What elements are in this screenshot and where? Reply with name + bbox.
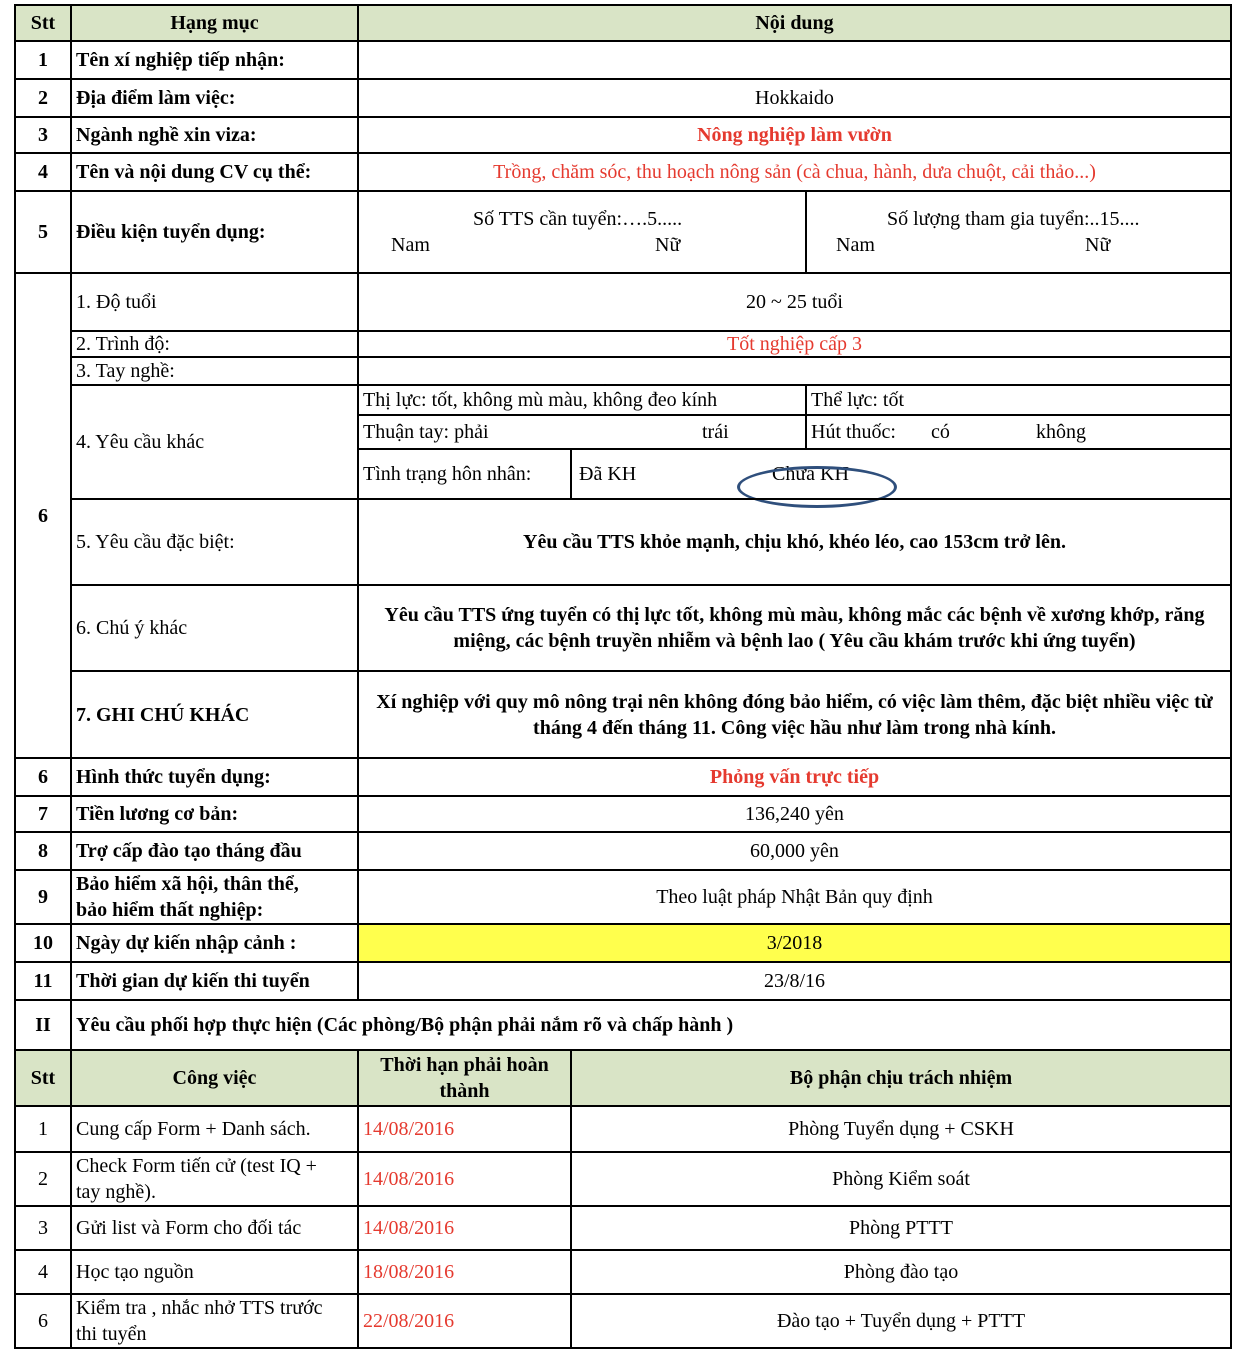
task-deadline: 18/08/2016 — [357, 1249, 572, 1295]
row6-value: Phỏng vấn trực tiếp — [357, 757, 1232, 797]
recruit-count-female: Nữ — [655, 234, 681, 256]
row7-stt: 7 — [14, 795, 72, 833]
header-stt: Stt — [14, 4, 72, 42]
education-label: 2. Trình độ: — [70, 330, 359, 358]
tasks-header-stt: Stt — [14, 1049, 72, 1107]
row8-value: 60,000 yên — [357, 831, 1232, 871]
notes-value: Yêu cầu TTS ứng tuyển có thị lực tốt, không mù màu, không mắc các bệnh về xương khớp, răng miệng, các bệnh truyền nhiễm và bệnh lao ( Yêu cầu khám trước khi ứng tuyển) — [357, 584, 1232, 672]
task-stt: 4 — [14, 1249, 72, 1295]
fitness-cell: Thể lực: tốt — [805, 384, 1232, 416]
task-deadline: 22/08/2016 — [357, 1293, 572, 1349]
row11-label: Thời gian dự kiến thi tuyển — [70, 961, 359, 1001]
recruit-count-text: Số TTS cần tuyển:….5..... — [473, 208, 683, 230]
task-stt: 6 — [14, 1293, 72, 1349]
tasks-header-deadline: Thời hạn phải hoàn thành — [357, 1049, 572, 1107]
row3-label: Ngành nghề xin viza: — [70, 116, 359, 154]
left-hand-option: trái — [702, 421, 729, 443]
age-value: 20 ~ 25 tuổi — [357, 272, 1232, 332]
task-stt: 2 — [14, 1151, 72, 1207]
task-deadline: 14/08/2016 — [357, 1105, 572, 1153]
row9-value: Theo luật pháp Nhật Bản quy định — [357, 869, 1232, 925]
recruit-count-cell — [357, 190, 807, 274]
marital-label: Tình trạng hôn nhân: — [357, 448, 572, 500]
section6-stt: 6 — [14, 272, 72, 759]
participant-count-cell — [805, 190, 1232, 274]
recruit-count-male: Nam — [391, 234, 430, 256]
notes-label: 6. Chú ý khác — [70, 584, 359, 672]
row4-label: Tên và nội dung CV cụ thể: — [70, 152, 359, 192]
tasks-header-task: Công việc — [70, 1049, 359, 1107]
vision-cell: Thị lực: tốt, không mù màu, không đeo kính — [357, 384, 807, 416]
row10-label: Ngày dự kiến nhập cảnh : — [70, 923, 359, 963]
other-notes-value: Xí nghiệp với quy mô nông trại nên không đóng bảo hiểm, có việc làm thêm, đặc biệt nhiều việc từ tháng 4 đến tháng 11. Công việc hầu như làm trong nhà kính. — [357, 670, 1232, 759]
row7-label: Tiền lương cơ bản: — [70, 795, 359, 833]
handedness-text: Thuận tay: phải — [363, 421, 489, 443]
education-value: Tốt nghiệp cấp 3 — [357, 330, 1232, 358]
smoking-no: không — [1036, 421, 1086, 443]
row9-label: Bảo hiểm xã hội, thân thể, bảo hiểm thất nghiệp: — [70, 869, 359, 925]
participant-count-text: Số lượng tham gia tuyển:..15.... — [887, 208, 1140, 230]
task-name: Cung cấp Form + Danh sách. — [70, 1105, 359, 1153]
row10-value: 3/2018 — [357, 923, 1232, 963]
other-requirements-label: 4. Yêu cầu khác — [70, 384, 359, 500]
section2-stt: II — [14, 999, 72, 1051]
smoking-cell — [805, 414, 1232, 450]
skill-label: 3. Tay nghề: — [70, 356, 359, 386]
participant-count-male: Nam — [836, 234, 875, 256]
row11-value: 23/8/16 — [357, 961, 1232, 1001]
tasks-header-dept: Bộ phận chịu trách nhiệm — [570, 1049, 1232, 1107]
row7-value: 136,240 yên — [357, 795, 1232, 833]
row1-value — [357, 40, 1232, 80]
participant-count-female: Nữ — [1085, 234, 1111, 256]
task-deadline: 14/08/2016 — [357, 1151, 572, 1207]
task-name: Học tạo nguồn — [70, 1249, 359, 1295]
row8-stt: 8 — [14, 831, 72, 871]
task-dept: Phòng đào tạo — [570, 1249, 1232, 1295]
row6-label: Hình thức tuyển dụng: — [70, 757, 359, 797]
row1-label: Tên xí nghiệp tiếp nhận: — [70, 40, 359, 80]
row11-stt: 11 — [14, 961, 72, 1001]
task-name: Gửi list và Form cho đối tác — [70, 1205, 359, 1251]
task-deadline: 14/08/2016 — [357, 1205, 572, 1251]
header-category: Hạng mục — [70, 4, 359, 42]
row3-stt: 3 — [14, 116, 72, 154]
smoking-text: Hút thuốc: — [811, 421, 896, 443]
section2-title: Yêu cầu phối hợp thực hiện (Các phòng/Bộ phận phải nắm rõ và chấp hành ) — [70, 999, 1232, 1051]
row4-value: Trồng, chăm sóc, thu hoạch nông sản (cà chua, hành, dưa chuột, cải thảo...) — [357, 152, 1232, 192]
row5-stt: 5 — [14, 190, 72, 274]
single-option: Chưa KH — [772, 463, 849, 485]
special-requirements-value: Yêu cầu TTS khỏe mạnh, chịu khó, khéo léo, cao 153cm trở lên. — [357, 498, 1232, 586]
row3-value: Nông nghiệp làm vườn — [357, 116, 1232, 154]
row10-stt: 10 — [14, 923, 72, 963]
task-dept: Phòng Kiểm soát — [570, 1151, 1232, 1207]
task-dept: Phòng Tuyển dụng + CSKH — [570, 1105, 1232, 1153]
skill-value — [357, 356, 1232, 386]
row9-stt: 9 — [14, 869, 72, 925]
handedness-cell — [357, 414, 807, 450]
row2-stt: 2 — [14, 78, 72, 118]
smoking-yes: có — [931, 421, 950, 443]
task-dept: Đào tạo + Tuyển dụng + PTTT — [570, 1293, 1232, 1349]
row8-label: Trợ cấp đào tạo tháng đầu — [70, 831, 359, 871]
marital-options-cell — [570, 448, 1232, 500]
row2-value: Hokkaido — [357, 78, 1232, 118]
task-stt: 3 — [14, 1205, 72, 1251]
header-content: Nội dung — [357, 4, 1232, 42]
task-name: Check Form tiến cử (test IQ + tay nghề). — [70, 1151, 359, 1207]
age-label: 1. Độ tuổi — [70, 272, 359, 332]
special-requirements-label: 5. Yêu cầu đặc biệt: — [70, 498, 359, 586]
other-notes-label: 7. GHI CHÚ KHÁC — [70, 670, 359, 759]
row5-label: Điều kiện tuyển dụng: — [70, 190, 359, 274]
row6-stt: 6 — [14, 757, 72, 797]
task-dept: Phòng PTTT — [570, 1205, 1232, 1251]
task-stt: 1 — [14, 1105, 72, 1153]
row2-label: Địa điểm làm việc: — [70, 78, 359, 118]
married-option: Đã KH — [579, 463, 637, 485]
row1-stt: 1 — [14, 40, 72, 80]
task-name: Kiểm tra , nhắc nhở TTS trước thi tuyển — [70, 1293, 359, 1349]
row4-stt: 4 — [14, 152, 72, 192]
